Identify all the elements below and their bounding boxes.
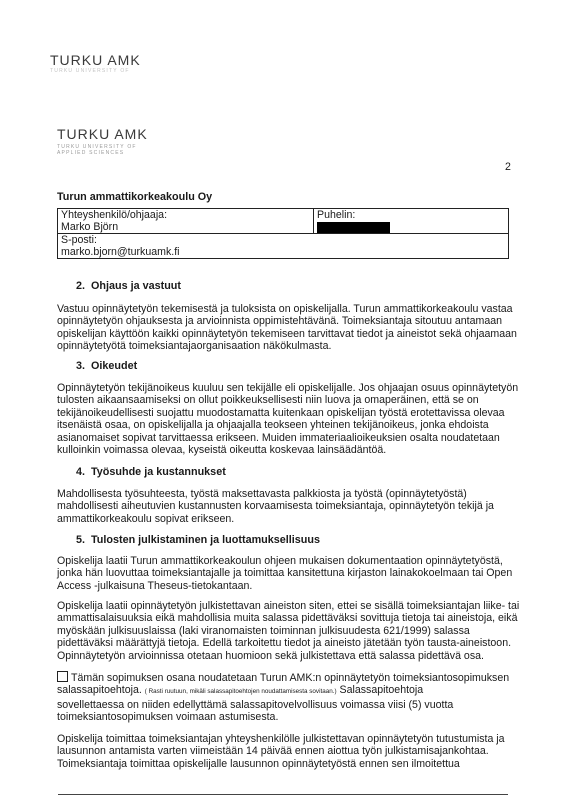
text-line: sovellettaessa on niiden edellyttämä salassapitovelvollisuus voimassa viisi (5) vuotta (57, 698, 454, 711)
section-title: Työsuhde ja kustannukset (91, 466, 226, 478)
text-line: tekijänoikeudellisesti suojattu muodostamatta kuitenkaan opiskelijan työstä erotettavissa olevaa (57, 406, 505, 419)
confidentiality-checkbox[interactable] (57, 671, 68, 682)
text-line: Opiskelija laatii opinnäytetyön julkistettavan aineiston siten, ettei se sisällä toimeksiantajan liike- tai (57, 600, 520, 612)
text-line: jonka hän luovuttaa toimeksiantajalle ja toimittaa kansitettuna kirjaston lainakokoelmaan tai Open (57, 567, 513, 580)
email-cell (58, 234, 509, 259)
logo-main-name: TURKU AMK (57, 126, 148, 142)
logo-main (57, 126, 148, 156)
phone-redaction (317, 222, 390, 233)
text-line: opinnäytetyön ohjauksesta ja arvioinnista oppimistehtävänä. Toimeksiantaja sitoutuu antamaan (57, 315, 503, 328)
section-paragraph (57, 600, 519, 662)
footer-divider (58, 794, 508, 795)
text-line: ammattisalaisuuksia eikä mahdollisia muita salassa pidettäväksi sovittuja tietoja tai aineistoja, eikä (57, 612, 518, 625)
text-line: Opiskelija toimittaa toimeksiantajan yhteyshenkilölle julkistettavan opinnäytetyön tutustumista ja (57, 733, 505, 745)
logo-top (50, 52, 141, 74)
phone-label: Puhelin: (317, 209, 356, 221)
section-paragraph (57, 303, 517, 353)
email-label: S-posti: (61, 234, 97, 246)
text-line: kulloinkin voimassa olevaa, kyseistä oikeutta koskevaa lainsäädäntöä. (57, 444, 387, 457)
section-title: Oikeudet (91, 360, 138, 372)
section-paragraph (57, 382, 518, 456)
confidentiality-paragraph (57, 671, 509, 724)
logo-main-sub1: TURKU UNIVERSITY OF (57, 144, 137, 150)
text-line: Toimeksiantaja toimittaa opiskelijalle lausunnon opinnäytetyöstä ennen sen ilmoitettua (57, 757, 460, 770)
logo-top-sub: TURKU UNIVERSITY OF (50, 68, 130, 74)
text-line: mahdollisesti aiheutuvien kustannusten korvaamisesta toimeksiantaja, opinnäytetyön tekijä ja (57, 500, 494, 513)
text-line: Mahdollisesta työsuhteesta, työstä maksettavasta palkkiosta ja työstä (opinnäytetyöstä) (57, 488, 467, 500)
text-line: myöskään julkisuuslaissa (laki viranomaisten toiminnan julkisuudesta 621/1999) salassa (57, 624, 470, 637)
section-number: 2. (76, 280, 86, 292)
text-line: itsenäistä osaa, on opiskelijalla ja ohjaajalla teokseen yhteinen tekijänoikeus, jonka ehdoista (57, 419, 489, 432)
contact-table (57, 208, 509, 259)
section-heading (76, 466, 226, 478)
text-line: ammattikorkeakoulu sopivat erikseen. (57, 512, 235, 525)
section-paragraph (57, 555, 512, 592)
contact-row (58, 209, 509, 234)
section-heading (76, 280, 181, 292)
text-line: opiskelijan käyttöön kaikki opinnäytetyön tekemiseen tarvittavat tiedot ja aineistot sekä ohjaamaan (57, 327, 517, 340)
text-line-group (57, 684, 509, 698)
text-line: salassapitoehtoja. (57, 684, 142, 697)
text-line: pidettäväksi määrättyjä tietoja. Edellä tarkoitettu tiedot ja aineisto jätetään työn tausta-aineistoon. (57, 637, 512, 650)
page-number: 2 (505, 161, 511, 173)
logo-top-name: TURKU AMK (50, 52, 141, 68)
contact-cell (58, 209, 314, 234)
text-line: opinnäytetyötä toimeksiantajaorganisaation näkökulmasta. (57, 340, 332, 353)
text-line: tulosten aikaansaamiseksi on ollut poikkeuksellisesti niin luova ja omaperäinen, että se on (57, 394, 479, 407)
section-heading (76, 534, 320, 546)
email-row (58, 234, 509, 259)
org-title: Turun ammattikorkeakoulu Oy (57, 191, 213, 203)
section-heading (76, 360, 137, 372)
text-line: Opinnäytetyön arvioinnissa otetaan huomioon sekä julkistettava että salassa pidettävä osa. (57, 649, 484, 662)
checkbox-line (57, 671, 509, 684)
text-line: Salassapitoehtoja (339, 684, 424, 697)
section-number: 5. (76, 534, 86, 546)
text-line: Opiskelija laatii Turun ammattikorkeakoulun ohjeen mukaisen dokumentaation opinnäytetyöstä, (57, 555, 503, 567)
phone-cell (314, 209, 509, 234)
email-value: marko.bjorn@turkuamk.fi (61, 246, 180, 258)
section-number: 4. (76, 466, 86, 478)
logo-main-sub2: APPLIED SCIENCES (57, 150, 125, 156)
text-line: Opinnäytetyön tekijänoikeus kuuluu sen tekijälle eli opiskelijalle. Jos ohjaajan osuus opinnäytetyön (57, 382, 519, 394)
text-line: toimeksiantosopimuksen voimaan astumisesta. (57, 711, 279, 724)
text-line: lausunnon antamista varten viimeistään 14 päivää ennen aiottua työn julkistamisajankohtaa. (57, 745, 489, 758)
text-line: Vastuu opinnäytetyön tekemisestä ja tuloksista on opiskelijalla. Turun ammattikorkeakoulu vastaa (57, 303, 513, 315)
section-number: 3. (76, 360, 86, 372)
section-paragraph (57, 488, 494, 525)
contact-value: Marko Björn (61, 221, 119, 233)
contact-label: Yhteyshenkilö/ohjaaja: (61, 209, 168, 221)
text-line: asianomaiset sopivat tarvittaessa erikseen. Muiden immateriaalioikeuksien osalta noudatetaan (57, 431, 500, 444)
final-paragraph (57, 733, 505, 770)
text-line: Access -julkaisuna Theseus-tietokantaan. (57, 579, 253, 592)
section-title: Tulosten julkistaminen ja luottamuksellisuus (91, 534, 320, 546)
text-line: Tämän sopimuksen osana noudatetaan Turun AMK:n opinnäytetyön toimeksiantosopimuksen (71, 672, 510, 684)
small-note: ( Rasti ruutuun, mikäli salassapitoehtojen noudattamisesta sovitaan.) (144, 688, 337, 696)
section-title: Ohjaus ja vastuut (91, 280, 181, 292)
